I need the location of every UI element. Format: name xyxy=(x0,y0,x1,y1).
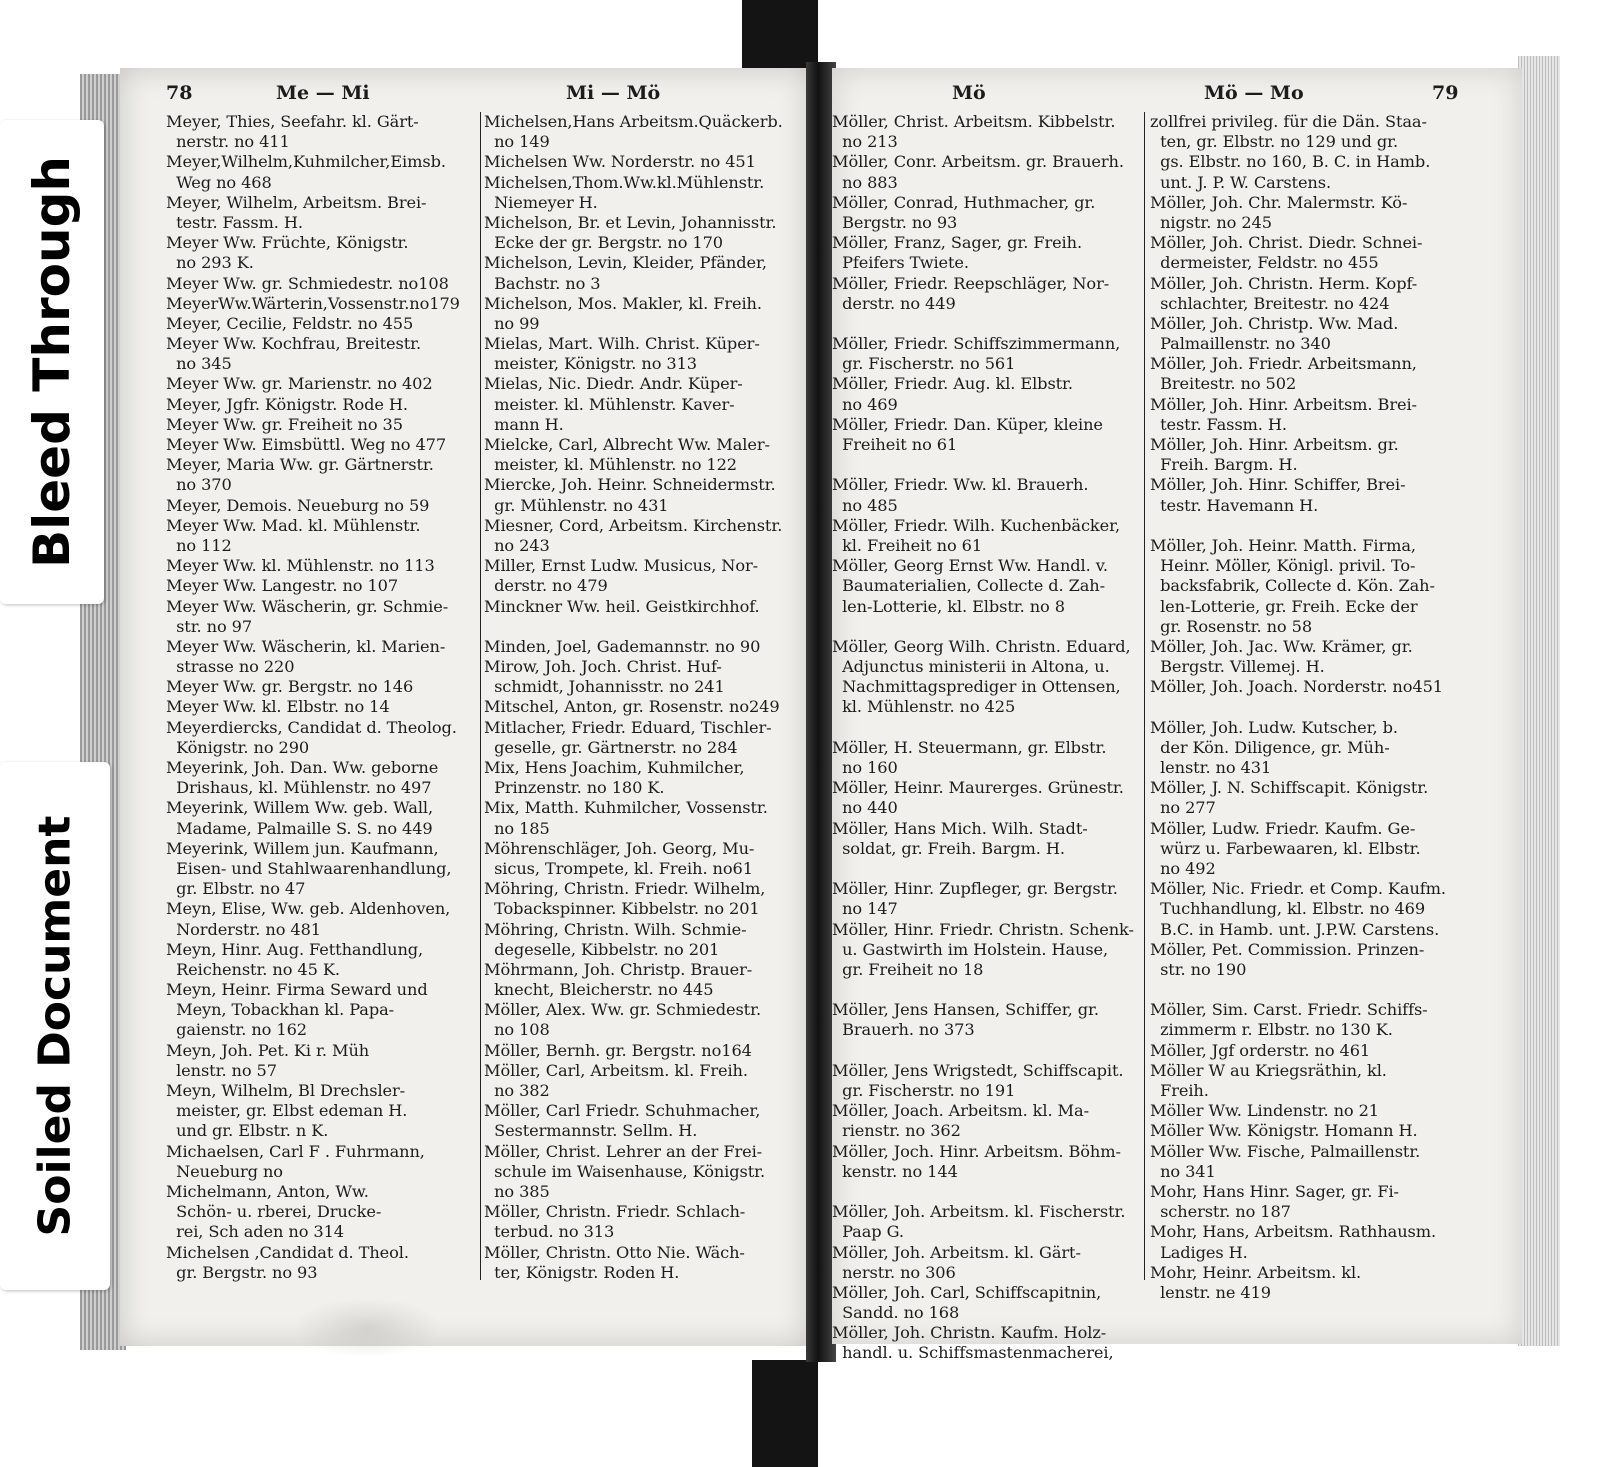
entry-line: nigstr. no 245 xyxy=(1150,212,1272,232)
entry-line: Sandd. no 168 xyxy=(832,1303,960,1323)
entry-line: Sestermannstr. Sellm. H. xyxy=(484,1121,698,1141)
entry-line: Meyerink, Joh. Dan. Ww. geborne xyxy=(166,758,439,777)
entry-line: Minckner Ww. heil. Geistkirchhof. xyxy=(484,596,760,616)
entry-line: degeselle, Kibbelstr. no 201 xyxy=(484,939,720,959)
entry-line: Prinzenstr. no 180 K. xyxy=(484,778,665,798)
entry-line: Meyer, Demois. Neueburg no 59 xyxy=(166,495,430,515)
entry-line: Möller, Friedr. Reepschläger, Nor- xyxy=(832,273,1110,293)
entry-line: Mohr, Hans Hinr. Sager, gr. Fi- xyxy=(1150,1181,1399,1201)
entry-line: Meyer Ww. kl. Mühlenstr. no 113 xyxy=(166,556,435,576)
entry-line: Minden, Joel, Gademannstr. no 90 xyxy=(484,636,761,656)
entry-line: Möller, Jgf orderstr. no 461 xyxy=(1150,1040,1371,1060)
right-page-column-2 xyxy=(1150,112,1462,1303)
entry-line: Miller, Ernst Ludw. Musicus, Nor- xyxy=(484,556,759,576)
entry-line: Möller, Georg Ernst Ww. Handl. v. xyxy=(832,556,1108,576)
entry-line: zimmerm r. Elbstr. no 130 K. xyxy=(1150,1020,1393,1040)
entry-line: Möller, Friedr. Schiffszimmermann, xyxy=(832,334,1121,354)
entry-line: Möller, Christn. Otto Nie. Wäch- xyxy=(484,1242,745,1262)
entry-line: Weg no 468 xyxy=(166,172,272,192)
entry-line: Michelsen ,Candidat d. Theol. xyxy=(166,1242,409,1262)
page-number-left: 78 xyxy=(166,82,193,104)
entry-line: Michelsen,Hans Arbeitsm.Quäckerb. xyxy=(484,112,783,131)
entry-line: Pfeifers Twiete. xyxy=(832,253,969,273)
entry-line: Meyn, Elise, Ww. geb. Aldenhoven, xyxy=(166,899,451,919)
entry-line: Heinr. Möller, Königl. privil. To- xyxy=(1150,556,1416,576)
entry-line: Möller Ww. Lindenstr. no 21 xyxy=(1150,1101,1379,1121)
entry-line: Palmaillenstr. no 340 xyxy=(1150,334,1331,354)
entry-line: gr. Fischerstr. no 191 xyxy=(832,1081,1016,1100)
entry-line: Neueburg no xyxy=(166,1161,283,1181)
entry-line: unt. J. P. W. Carstens. xyxy=(1150,172,1332,192)
entry-line: Meyer, Maria Ww. gr. Gärtnerstr. xyxy=(166,455,434,475)
entry-line: Möller, Friedr. Aug. kl. Elbstr. xyxy=(832,374,1073,394)
entry-line: Eisen- und Stahlwaarenhandlung, xyxy=(166,858,452,878)
entry-line: derstr. no 479 xyxy=(484,576,608,596)
entry-line: no 99 xyxy=(484,313,540,333)
header-range-right: Mi — Mö xyxy=(566,82,661,104)
entry-line: Meyer, Thies, Seefahr. kl. Gärt- xyxy=(166,112,419,131)
right-page xyxy=(832,68,1522,1363)
entry-line xyxy=(484,617,804,637)
entry-line: Breitestr. no 502 xyxy=(1150,374,1297,394)
entry-line: Bergstr. Villemej. H. xyxy=(1150,657,1325,677)
entry-line: Reichenstr. no 45 K. xyxy=(166,959,340,979)
entry-line: Möller, Joch. Hinr. Arbeitsm. Böhm- xyxy=(832,1141,1121,1161)
entry-line: derstr. no 449 xyxy=(832,293,956,313)
entry-line: backsfabrik, Collecte d. Kön. Zah- xyxy=(1150,576,1435,596)
entry-line: Möller, Christn. Friedr. Schlach- xyxy=(484,1202,746,1222)
left-page-header xyxy=(120,78,808,110)
entry-line: Meyer Ww. Eimsbüttl. Weg no 477 xyxy=(166,435,447,454)
entry-line: gr. Bergstr. no 93 xyxy=(166,1262,318,1282)
entry-line: Michaelsen, Carl F . Fuhrmann, xyxy=(166,1141,425,1161)
entry-line: len-Lotterie, gr. Freih. Ecke der xyxy=(1150,596,1418,616)
entry-line: no 469 xyxy=(832,394,898,414)
column-divider xyxy=(1144,112,1145,1280)
entry-line: rei, Sch aden no 314 xyxy=(166,1222,344,1242)
ink-stain xyxy=(292,1298,442,1358)
entry-line xyxy=(832,1182,1142,1202)
entry-line: Möller, Carl, Arbeitsm. kl. Freih. xyxy=(484,1060,748,1080)
entry-line: Möller, Friedr. Ww. kl. Brauerh. xyxy=(832,475,1089,495)
entry-line: gr. Rosenstr. no 58 xyxy=(1150,616,1313,636)
entry-line: Möller, Joh. Hinr. Arbeitsm. Brei- xyxy=(1150,394,1417,414)
entry-line: Mitlacher, Friedr. Eduard, Tischler- xyxy=(484,717,772,737)
entry-line: no 185 xyxy=(484,818,550,838)
entry-line: Möller, Pet. Commission. Prinzen- xyxy=(1150,939,1425,959)
entry-line: dermeister, Feldstr. no 455 xyxy=(1150,253,1379,273)
entry-line: Michelmann, Anton, Ww. xyxy=(166,1181,369,1201)
entry-line: Meyer Ww. kl. Elbstr. no 14 xyxy=(166,697,390,717)
entry-line: meister, gr. Elbst edeman H. xyxy=(166,1101,408,1121)
entry-line xyxy=(832,718,1142,738)
entry-line xyxy=(832,455,1142,475)
entry-line: nerstr. no 306 xyxy=(832,1262,956,1282)
entry-line: Möhrenschläger, Joh. Georg, Mu- xyxy=(484,838,755,858)
entry-line: Bachstr. no 3 xyxy=(484,273,601,293)
entry-line xyxy=(1150,697,1462,717)
entry-line: Möller, Friedr. Dan. Küper, kleine xyxy=(832,414,1103,434)
entry-line: meister, kl. Mühlenstr. no 122 xyxy=(484,455,737,475)
entry-line: Nachmittagsprediger in Ottensen, xyxy=(832,677,1121,697)
entry-line: Meyer Ww. Wäscherin, kl. Marien- xyxy=(166,636,446,656)
entry-line: gr. Elbstr. no 47 xyxy=(166,879,306,899)
entry-line: Königstr. no 290 xyxy=(166,737,310,757)
entry-line: str. no 190 xyxy=(1150,959,1247,979)
entry-line: Möller, Joh. Hinr. Arbeitsm. gr. xyxy=(1150,435,1399,454)
entry-line: no 108 xyxy=(484,1020,550,1040)
entry-line: lenstr. ne 419 xyxy=(1150,1282,1271,1302)
entry-line: Brauerh. no 373 xyxy=(832,1020,975,1040)
entry-line: Möller, Joh. Arbeitsm. kl. Fischerstr. xyxy=(832,1202,1126,1222)
entry-line: Mix, Hens Joachim, Kuhmilcher, xyxy=(484,758,745,777)
entry-line: soldat, gr. Freih. Bargm. H. xyxy=(832,838,1065,858)
entry-line: no 341 xyxy=(1150,1161,1216,1181)
entry-line: scherstr. no 187 xyxy=(1150,1202,1291,1222)
open-book xyxy=(70,62,1550,1368)
entry-line: handl. u. Schiffsmastenmacherei, xyxy=(832,1343,1114,1363)
entry-line: würz u. Farbewaaren, kl. Elbstr. xyxy=(1150,838,1421,858)
entry-line: Freih. xyxy=(1150,1081,1209,1100)
entry-line: ter, Königstr. Roden H. xyxy=(484,1262,680,1282)
entry-line: Michelsen Ww. Norderstr. no 451 xyxy=(484,152,756,172)
entry-line: no 149 xyxy=(484,132,550,152)
entry-line: Madame, Palmaille S. S. no 449 xyxy=(166,818,433,838)
entry-line: Möller, Joh. Heinr. Matth. Firma, xyxy=(1150,535,1416,555)
entry-line: Paap G. xyxy=(832,1222,904,1242)
entry-line: meister. kl. Mühlenstr. Kaver- xyxy=(484,394,735,414)
entry-line: Schön- u. rberei, Drucke- xyxy=(166,1202,382,1222)
entry-line: Niemeyer H. xyxy=(484,192,598,212)
entry-line: Meyn, Hinr. Aug. Fetthandlung, xyxy=(166,939,424,959)
spine-shadow-bottom xyxy=(752,1360,818,1467)
entry-line: Freih. Bargm. H. xyxy=(1150,455,1298,475)
entry-line: testr. Fassm. H. xyxy=(1150,414,1287,434)
entry-line: sicus, Trompete, kl. Freih. no61 xyxy=(484,858,753,878)
entry-line: Möller, Joh. Christn. Kaufm. Holz- xyxy=(832,1323,1107,1343)
entry-line xyxy=(1150,980,1462,1000)
entry-line: Meyer, Cecilie, Feldstr. no 455 xyxy=(166,313,414,333)
entry-line: schlachter, Breitestr. no 424 xyxy=(1150,293,1390,313)
entry-line: Ladiges H. xyxy=(1150,1242,1248,1262)
entry-line: Möller, Franz, Sager, gr. Freih. xyxy=(832,233,1083,253)
entry-line: Möller, Joh. Friedr. Arbeitsmann, xyxy=(1150,354,1417,374)
entry-line: no 147 xyxy=(832,899,898,919)
entry-line: Meyer, Wilhelm, Arbeitsm. Brei- xyxy=(166,192,427,212)
entry-line: Tuchhandlung, kl. Elbstr. no 469 xyxy=(1150,899,1426,919)
entry-line: Meyer Ww. gr. Freiheit no 35 xyxy=(166,414,403,434)
entry-line: Tobackspinner. Kibbelstr. no 201 xyxy=(484,899,760,919)
entry-line: Möller, Joh. Christn. Herm. Kopf- xyxy=(1150,273,1418,293)
entry-line: Möller Ww. Königstr. Homann H. xyxy=(1150,1121,1418,1141)
entry-line: no 385 xyxy=(484,1181,550,1201)
entry-line: Möller, Joh. Arbeitsm. kl. Gärt- xyxy=(832,1242,1081,1262)
left-page xyxy=(120,68,808,1346)
entry-line: der Kön. Diligence, gr. Müh- xyxy=(1150,737,1390,757)
entry-line: Mohr, Hans, Arbeitsm. Rathhausm. xyxy=(1150,1222,1437,1242)
page-number-right: 79 xyxy=(1432,82,1459,104)
entry-line: no 243 xyxy=(484,535,550,555)
entry-line: kl. Mühlenstr. no 425 xyxy=(832,697,1016,717)
entry-line: Möhrmann, Joh. Christp. Brauer- xyxy=(484,959,753,979)
entry-line: Adjunctus ministerii in Altona, u. xyxy=(832,657,1110,677)
entry-line: lenstr. no 57 xyxy=(166,1060,277,1080)
entry-line: Norderstr. no 481 xyxy=(166,919,321,939)
entry-line: Möller Ww. Fische, Palmaillenstr. xyxy=(1150,1141,1421,1161)
entry-line: no 440 xyxy=(832,798,898,818)
left-page-column-1 xyxy=(166,112,476,1283)
entry-line: Mielas, Nic. Diedr. Andr. Küper- xyxy=(484,374,743,394)
entry-line: Meyer,Wilhelm,Kuhmilcher,Eimsb. xyxy=(166,152,446,172)
entry-line: Möller, Hinr. Zupfleger, gr. Bergstr. xyxy=(832,879,1118,899)
entry-line: B.C. in Hamb. unt. J.P.W. Carstens. xyxy=(1150,919,1440,939)
entry-line: Möller, Joh. Joach. Norderstr. no451 xyxy=(1150,677,1443,697)
entry-line: Möller, Friedr. Wilh. Kuchenbäcker, xyxy=(832,515,1120,535)
entry-line: Meyerink, Willem Ww. geb. Wall, xyxy=(166,798,434,818)
entry-line: Meyer Ww. gr. Schmiedestr. no108 xyxy=(166,273,449,293)
entry-line: knecht, Bleicherstr. no 445 xyxy=(484,980,714,1000)
entry-line: Möller, Bernh. gr. Bergstr. no164 xyxy=(484,1040,752,1060)
entry-line: mann H. xyxy=(484,414,564,434)
entry-line xyxy=(1150,516,1462,536)
bleed-through-text: Bleed Through xyxy=(23,156,81,568)
entry-line: Meyn, Heinr. Firma Seward und xyxy=(166,980,428,1000)
entry-line: Ecke der gr. Bergstr. no 170 xyxy=(484,233,723,253)
entry-line: Mirow, Joh. Joch. Christ. Huf- xyxy=(484,657,722,677)
entry-line: Mielcke, Carl, Albrecht Ww. Maler- xyxy=(484,435,770,454)
entry-line: gaienstr. no 162 xyxy=(166,1020,307,1040)
entry-line: kl. Freiheit no 61 xyxy=(832,535,983,555)
entry-line: no 345 xyxy=(166,354,232,374)
entry-line: Meyerink, Willem jun. Kaufmann, xyxy=(166,838,439,858)
entry-line: Möller, Jens Wrigstedt, Schiffscapit. xyxy=(832,1060,1124,1080)
entry-line: Meyn, Joh. Pet. Ki r. Müh xyxy=(166,1040,370,1060)
entry-line: Möller, Joh. Christ. Diedr. Schnei- xyxy=(1150,233,1423,253)
entry-line: Meyer Ww. Mad. kl. Mühlenstr. xyxy=(166,515,421,535)
entry-line: Bergstr. no 93 xyxy=(832,212,958,232)
soiled-document-text: Soiled Document xyxy=(29,815,81,1237)
entry-line xyxy=(832,617,1142,637)
entry-line: Möller, Nic. Friedr. et Comp. Kaufm. xyxy=(1150,879,1446,899)
entry-line: Möller, H. Steuermann, gr. Elbstr. xyxy=(832,737,1107,757)
entry-line: Meyer Ww. Langestr. no 107 xyxy=(166,576,399,596)
entry-line: Meyer Ww. gr. Marienstr. no 402 xyxy=(166,374,433,394)
bleed-through-label xyxy=(0,120,104,604)
entry-line: no 492 xyxy=(1150,858,1216,878)
entry-line: Freiheit no 61 xyxy=(832,435,958,454)
right-page-edges xyxy=(1518,56,1560,1346)
right-page-header xyxy=(832,78,1522,110)
entry-line: Drishaus, kl. Mühlenstr. no 497 xyxy=(166,778,432,798)
entry-line: Möller, Joh. Christp. Ww. Mad. xyxy=(1150,313,1399,333)
entry-line: gs. Elbstr. no 160, B. C. in Hamb. xyxy=(1150,152,1431,172)
entry-line: Meyer Ww. Wäscherin, gr. Schmie- xyxy=(166,596,449,616)
entry-line: Möller, Joh. Hinr. Schiffer, Brei- xyxy=(1150,475,1406,495)
entry-line xyxy=(832,980,1142,1000)
entry-line: Baumaterialien, Collecte d. Zah- xyxy=(832,576,1105,596)
entry-line: rienstr. no 362 xyxy=(832,1121,961,1141)
entry-line: no 883 xyxy=(832,172,898,192)
entry-line: Mohr, Heinr. Arbeitsm. kl. xyxy=(1150,1262,1362,1282)
entry-line: Meyerdiercks, Candidat d. Theolog. xyxy=(166,717,457,737)
entry-line: MeyerWw.Wärterin,Vossenstr.no179 xyxy=(166,293,460,313)
entry-line: Möller, Joh. Jac. Ww. Krämer, gr. xyxy=(1150,636,1413,656)
entry-line: gr. Mühlenstr. no 431 xyxy=(484,495,669,515)
entry-line: Möller, J. N. Schiffscapit. Königstr. xyxy=(1150,778,1429,798)
entry-line: Miercke, Joh. Heinr. Schneidermstr. xyxy=(484,475,776,495)
entry-line: u. Gastwirth im Holstein. Hause, xyxy=(832,939,1109,959)
entry-line: Michelson, Br. et Levin, Johannisstr. xyxy=(484,212,777,232)
entry-line: schmidt, Johannisstr. no 241 xyxy=(484,677,725,697)
entry-line: no 277 xyxy=(1150,798,1216,818)
entry-line: Möhring, Christn. Friedr. Wilhelm, xyxy=(484,879,766,899)
entry-line: und gr. Elbstr. n K. xyxy=(166,1121,329,1141)
entry-line: Möller W au Kriegsräthin, kl. xyxy=(1150,1060,1387,1080)
entry-line: terbud. no 313 xyxy=(484,1222,615,1242)
entry-line: Möller, Heinr. Maurerges. Grünestr. xyxy=(832,778,1124,798)
entry-line: Möller, Hinr. Friedr. Christn. Schenk- xyxy=(832,919,1134,939)
entry-line: nerstr. no 411 xyxy=(166,132,290,152)
entry-line: Möller, Carl Friedr. Schuhmacher, xyxy=(484,1101,761,1121)
entry-line: gr. Freiheit no 18 xyxy=(832,959,984,979)
entry-line: strasse no 220 xyxy=(166,657,295,677)
entry-line: geselle, gr. Gärtnerstr. no 284 xyxy=(484,737,738,757)
entry-line: meister, Königstr. no 313 xyxy=(484,354,697,374)
entry-line: schule im Waisenhause, Königstr. xyxy=(484,1161,766,1181)
entry-line: Möller, Ludw. Friedr. Kaufm. Ge- xyxy=(1150,818,1416,838)
left-page-column-2 xyxy=(484,112,804,1283)
entry-line: Mix, Matth. Kuhmilcher, Vossenstr. xyxy=(484,798,768,818)
entry-line: Michelson, Mos. Makler, kl. Freih. xyxy=(484,293,762,313)
entry-line xyxy=(832,314,1142,334)
header-range-left: Me — Mi xyxy=(276,82,370,104)
entry-line: testr. Fassm. H. xyxy=(166,212,303,232)
entry-line: Meyer Ww. Früchte, Königstr. xyxy=(166,233,409,253)
entry-line: Möller, Christ. Lehrer an der Frei- xyxy=(484,1141,763,1161)
entry-line: no 293 K. xyxy=(166,253,254,273)
entry-line xyxy=(832,1041,1142,1061)
entry-line: Möller, Jens Hansen, Schiffer, gr. xyxy=(832,1000,1099,1020)
entry-line: Möller, Alex. Ww. gr. Schmiedestr. xyxy=(484,1000,761,1020)
entry-line: testr. Havemann H. xyxy=(1150,495,1319,515)
soiled-document-label xyxy=(0,762,110,1290)
entry-line: no 213 xyxy=(832,132,898,152)
entry-line: Michelsen,Thom.Ww.kl.Mühlenstr. xyxy=(484,172,765,192)
entry-line: Möller, Joh. Chr. Malermstr. Kö- xyxy=(1150,192,1408,212)
entry-line: Meyer, Jgfr. Königstr. Rode H. xyxy=(166,394,408,414)
entry-line: Möller, Joh. Ludw. Kutscher, b. xyxy=(1150,717,1398,737)
entry-line: Mitschel, Anton, gr. Rosenstr. no249 xyxy=(484,697,780,717)
entry-line xyxy=(832,859,1142,879)
entry-line: no 160 xyxy=(832,758,898,777)
entry-line: no 382 xyxy=(484,1081,550,1100)
entry-line: Möller, Joh. Carl, Schiffscapitnin, xyxy=(832,1282,1102,1302)
entry-line: Möller, Conr. Arbeitsm. gr. Brauerh. xyxy=(832,152,1124,172)
entry-line: ten, gr. Elbstr. no 129 und gr. xyxy=(1150,132,1399,152)
entry-line: Möller, Hans Mich. Wilh. Stadt- xyxy=(832,818,1088,838)
header-range-left: Mö xyxy=(952,82,986,104)
entry-line: Meyn, Tobackhan kl. Papa- xyxy=(166,1000,395,1020)
entry-line: Möhring, Christn. Wilh. Schmie- xyxy=(484,919,747,939)
right-page-column-1 xyxy=(832,112,1142,1364)
entry-line: Möller, Sim. Carst. Friedr. Schiffs- xyxy=(1150,1000,1428,1020)
entry-line: Michelson, Levin, Kleider, Pfänder, xyxy=(484,253,767,273)
entry-line: str. no 97 xyxy=(166,616,253,636)
entry-line: kenstr. no 144 xyxy=(832,1161,958,1181)
entry-line: len-Lotterie, kl. Elbstr. no 8 xyxy=(832,596,1065,616)
entry-line: Möller, Georg Wilh. Christn. Eduard, xyxy=(832,636,1131,656)
entry-line: Meyer Ww. gr. Bergstr. no 146 xyxy=(166,677,414,697)
entry-line: no 112 xyxy=(166,535,232,555)
entry-line: Meyn, Wilhelm, Bl Drechsler- xyxy=(166,1081,406,1100)
entry-line: Miesner, Cord, Arbeitsm. Kirchenstr. xyxy=(484,515,783,535)
entry-line: Möller, Conrad, Huthmacher, gr. xyxy=(832,192,1096,212)
column-divider xyxy=(480,112,481,1280)
entry-line: Mielas, Mart. Wilh. Christ. Küper- xyxy=(484,334,760,354)
entry-line: Möller, Joach. Arbeitsm. kl. Ma- xyxy=(832,1101,1089,1121)
entry-line: zollfrei privileg. für die Dän. Staa- xyxy=(1150,112,1427,131)
entry-line: no 370 xyxy=(166,475,232,495)
entry-line: Meyer Ww. Kochfrau, Breitestr. xyxy=(166,334,422,354)
entry-line: no 485 xyxy=(832,495,898,515)
entry-line: gr. Fischerstr. no 561 xyxy=(832,354,1016,374)
entry-line: Möller, Christ. Arbeitsm. Kibbelstr. xyxy=(832,112,1116,131)
header-range-right: Mö — Mo xyxy=(1204,82,1304,104)
entry-line: lenstr. no 431 xyxy=(1150,758,1272,777)
